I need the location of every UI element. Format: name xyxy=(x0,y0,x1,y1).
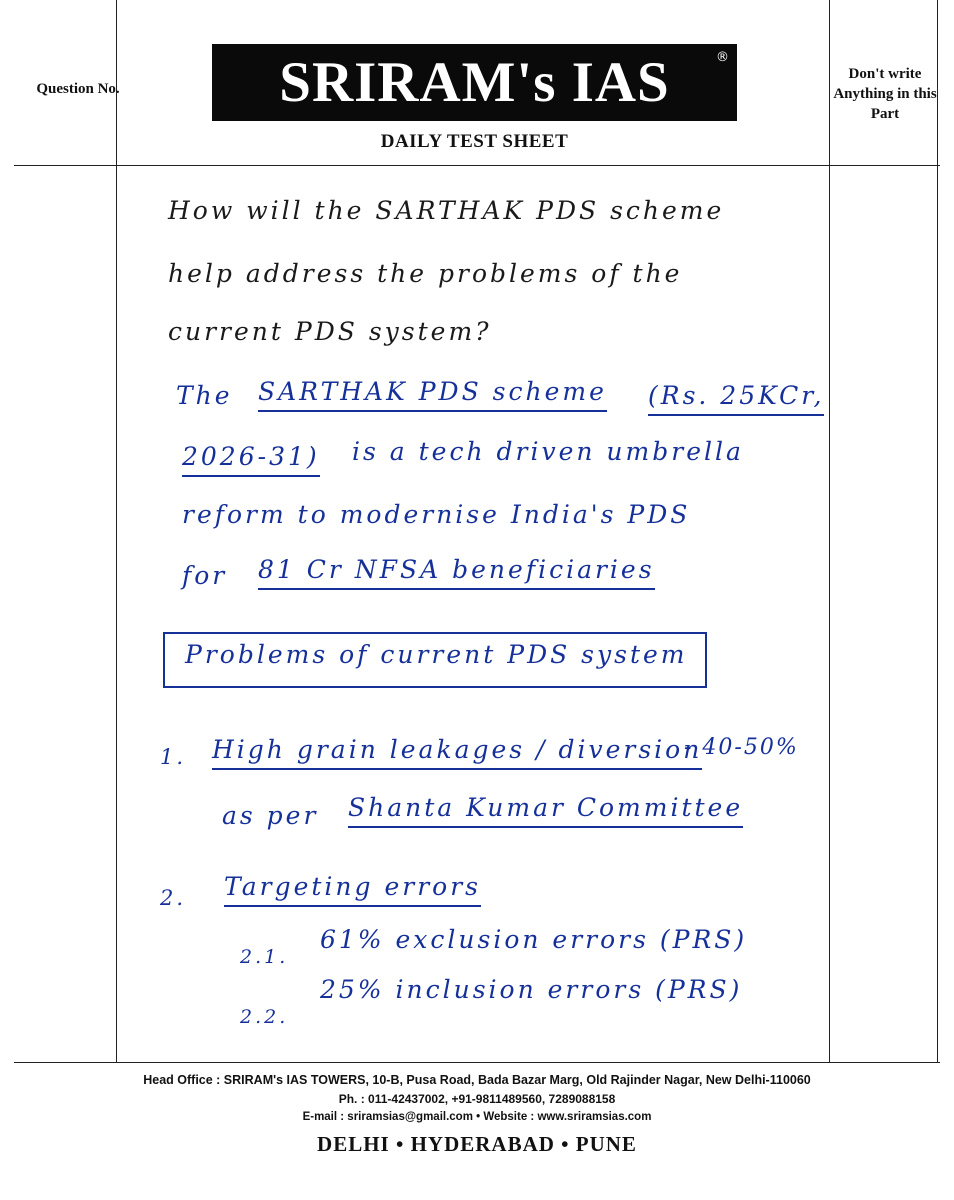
answer-intro-line-1a: The xyxy=(176,381,233,410)
problems-heading-box xyxy=(163,632,707,688)
sub-point-2-1-text: 61% exclusion errors (PRS) xyxy=(320,925,748,954)
point-1-line-2a: as per xyxy=(222,801,319,830)
point-1-number: 1. xyxy=(160,745,187,769)
point-1-title: High grain leakages / diversion xyxy=(212,735,702,770)
footer-divider xyxy=(14,1062,940,1063)
branch-cities: DELHI • HYDERABAD • PUNE xyxy=(317,1132,637,1156)
answer-intro-line-4b: 81 Cr NFSA beneficiaries xyxy=(258,555,655,590)
answer-intro-line-2a: 2026-31) xyxy=(182,442,320,477)
left-margin-line xyxy=(116,0,117,1062)
head-office-address: Head Office : SRIRAM's IAS TOWERS, 10-B, Pusa Road, Bada Bazar Marg, Old Rajinder Nagar, New Delhi-110060 xyxy=(143,1073,811,1087)
sheet-subtitle: DAILY TEST SHEET xyxy=(380,131,569,152)
point-1-line-2b: Shanta Kumar Committee xyxy=(348,793,743,828)
point-2-number: 2. xyxy=(160,886,187,910)
problems-heading: Problems of current PDS system xyxy=(185,640,688,669)
answer-intro-line-4a: for xyxy=(182,561,228,590)
answer-intro-line-1c: (Rs. 25KCr, xyxy=(648,381,824,416)
phone-numbers: Ph. : 011-42437002, +91-9811489560, 7289088158 xyxy=(338,1092,616,1106)
email-website: E-mail : sriramsias@gmail.com • Website : www.sriramsias.com xyxy=(302,1111,652,1123)
page-right-edge xyxy=(937,0,938,1062)
registered-mark: ® xyxy=(716,50,729,65)
answer-intro-line-2b: is a tech driven umbrella xyxy=(352,437,744,466)
answer-intro-line-3: reform to modernise India's PDS xyxy=(182,500,691,529)
sub-point-2-1-number: 2.1. xyxy=(240,946,289,968)
question-no-label: Question No. xyxy=(36,81,120,97)
logo-text: SRIRAM's IAS xyxy=(279,51,670,114)
sub-point-2-2-text: 25% inclusion errors (PRS) xyxy=(320,975,743,1004)
question-line-3: current PDS system? xyxy=(168,317,492,346)
question-line-1: How will the SARTHAK PDS scheme xyxy=(168,196,725,225)
header-divider xyxy=(14,165,940,166)
sriram-ias-logo xyxy=(212,44,737,121)
point-2-title: Targeting errors xyxy=(224,872,481,907)
answer-intro-line-1b: SARTHAK PDS scheme xyxy=(258,377,607,412)
dont-write-label: Don't write Anything in this Part xyxy=(833,66,937,122)
question-line-2: help address the problems of the xyxy=(168,259,683,288)
sub-point-2-2-number: 2.2. xyxy=(240,1006,289,1028)
right-margin-line xyxy=(829,0,830,1062)
point-1-value: - 40-50% xyxy=(684,735,799,760)
